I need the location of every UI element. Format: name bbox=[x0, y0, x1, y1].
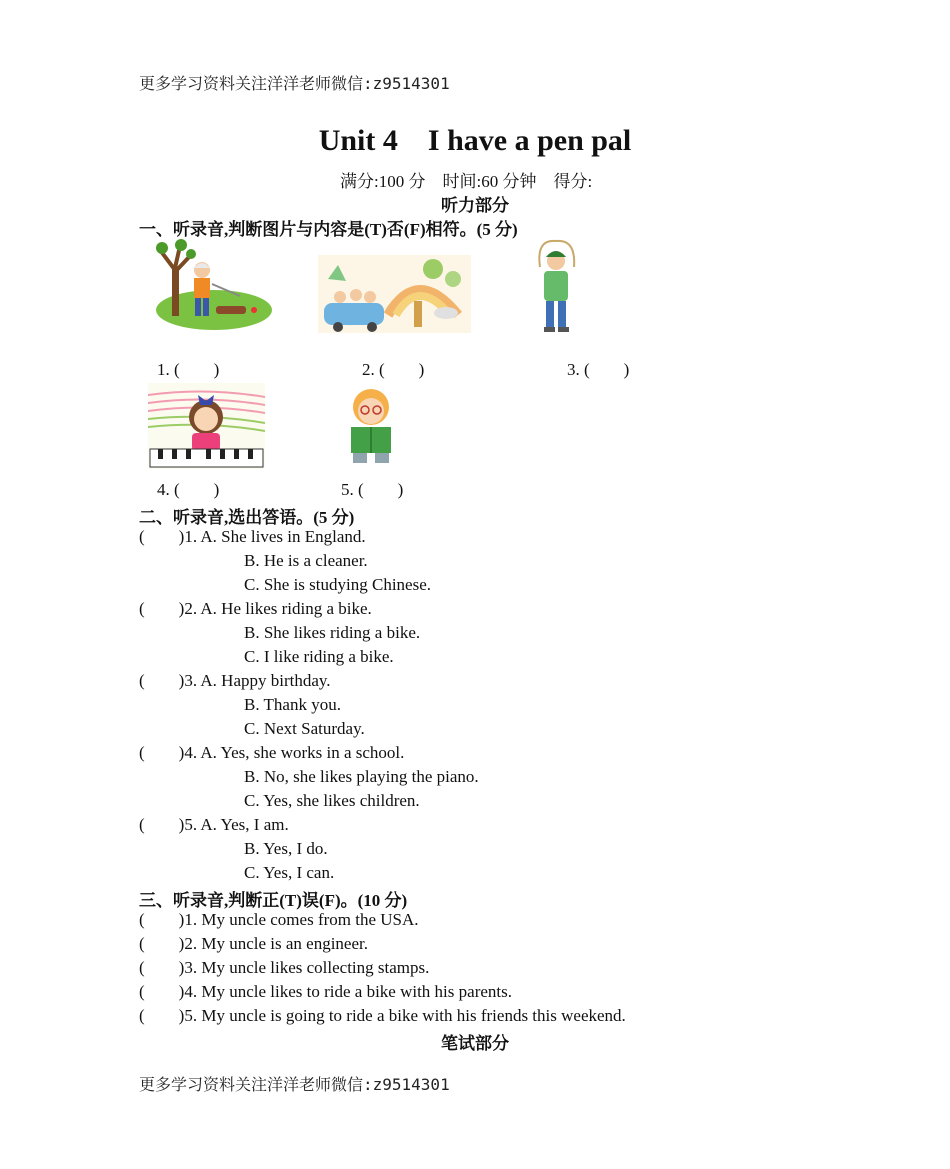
title-name: I have a pen pal bbox=[427, 124, 632, 157]
part2-q2-option-b: B. She likes riding a bike. bbox=[244, 623, 421, 642]
part2-q4-option-c: C. Yes, she likes children. bbox=[244, 791, 420, 810]
part1-item-2: 2. ( ) bbox=[362, 360, 425, 379]
part3-item-5: ( )5. My uncle is going to ride a bike with his friends this weekend. bbox=[139, 1006, 626, 1025]
part2-q4-option-b: B. No, she likes playing the piano. bbox=[244, 767, 479, 786]
part2-q3-option-b: B. Thank you. bbox=[244, 695, 341, 714]
part2-q5: ( )5. A. Yes, I am. bbox=[139, 815, 289, 834]
writing-heading: 笔试部分 bbox=[441, 1034, 509, 1053]
girl-piano-icon bbox=[148, 383, 265, 469]
score-line: 满分:100 分 时间:60 分钟 得分: bbox=[340, 172, 593, 191]
listening-heading: 听力部分 bbox=[441, 196, 509, 215]
part2-q3: ( )3. A. Happy birthday. bbox=[139, 671, 331, 690]
part1-heading: 一、听录音,判断图片与内容是(T)否(F)相符。(5 分) bbox=[139, 220, 518, 239]
part2-q5-option-c: C. Yes, I can. bbox=[244, 863, 335, 882]
part1-item-1: 1. ( ) bbox=[157, 360, 220, 379]
part2-q2: ( )2. A. He likes riding a bike. bbox=[139, 599, 372, 618]
part3-item-2: ( )2. My uncle is an engineer. bbox=[139, 934, 368, 953]
part1-item-4: 4. ( ) bbox=[157, 480, 220, 499]
part2-q1-option-c: C. She is studying Chinese. bbox=[244, 575, 432, 594]
kids-in-car-icon bbox=[318, 255, 471, 333]
part1-item-5: 5. ( ) bbox=[341, 480, 404, 499]
part3-item-4: ( )4. My uncle likes to ride a bike with his parents. bbox=[139, 982, 512, 1001]
part3-item-3: ( )3. My uncle likes collecting stamps. bbox=[139, 958, 430, 977]
part2-q2-option-c: C. I like riding a bike. bbox=[244, 647, 394, 666]
part2-q4: ( )4. A. Yes, she works in a school. bbox=[139, 743, 405, 762]
boy-jump-rope-icon bbox=[530, 237, 582, 335]
part2-q5-option-b: B. Yes, I do. bbox=[244, 839, 328, 858]
part1-item-3: 3. ( ) bbox=[567, 360, 630, 379]
part3-heading: 三、听录音,判断正(T)误(F)。(10 分) bbox=[139, 891, 408, 910]
page-title bbox=[0, 124, 950, 158]
part2-q1-option-b: B. He is a cleaner. bbox=[244, 551, 368, 570]
part2-q3-option-c: C. Next Saturday. bbox=[244, 719, 365, 738]
part2-heading: 二、听录音,选出答语。(5 分) bbox=[139, 508, 355, 527]
part2-q1: ( )1. A. She lives in England. bbox=[139, 527, 366, 546]
part3-item-1: ( )1. My uncle comes from the USA. bbox=[139, 910, 419, 929]
title-unit: Unit 4 bbox=[318, 124, 398, 157]
boy-reading-book-icon bbox=[343, 385, 400, 469]
gardener-tree-icon bbox=[150, 238, 275, 334]
page-footer: 更多学习资料关注洋洋老师微信:z9514301 bbox=[139, 1075, 450, 1094]
page-header: 更多学习资料关注洋洋老师微信:z9514301 bbox=[139, 74, 450, 93]
